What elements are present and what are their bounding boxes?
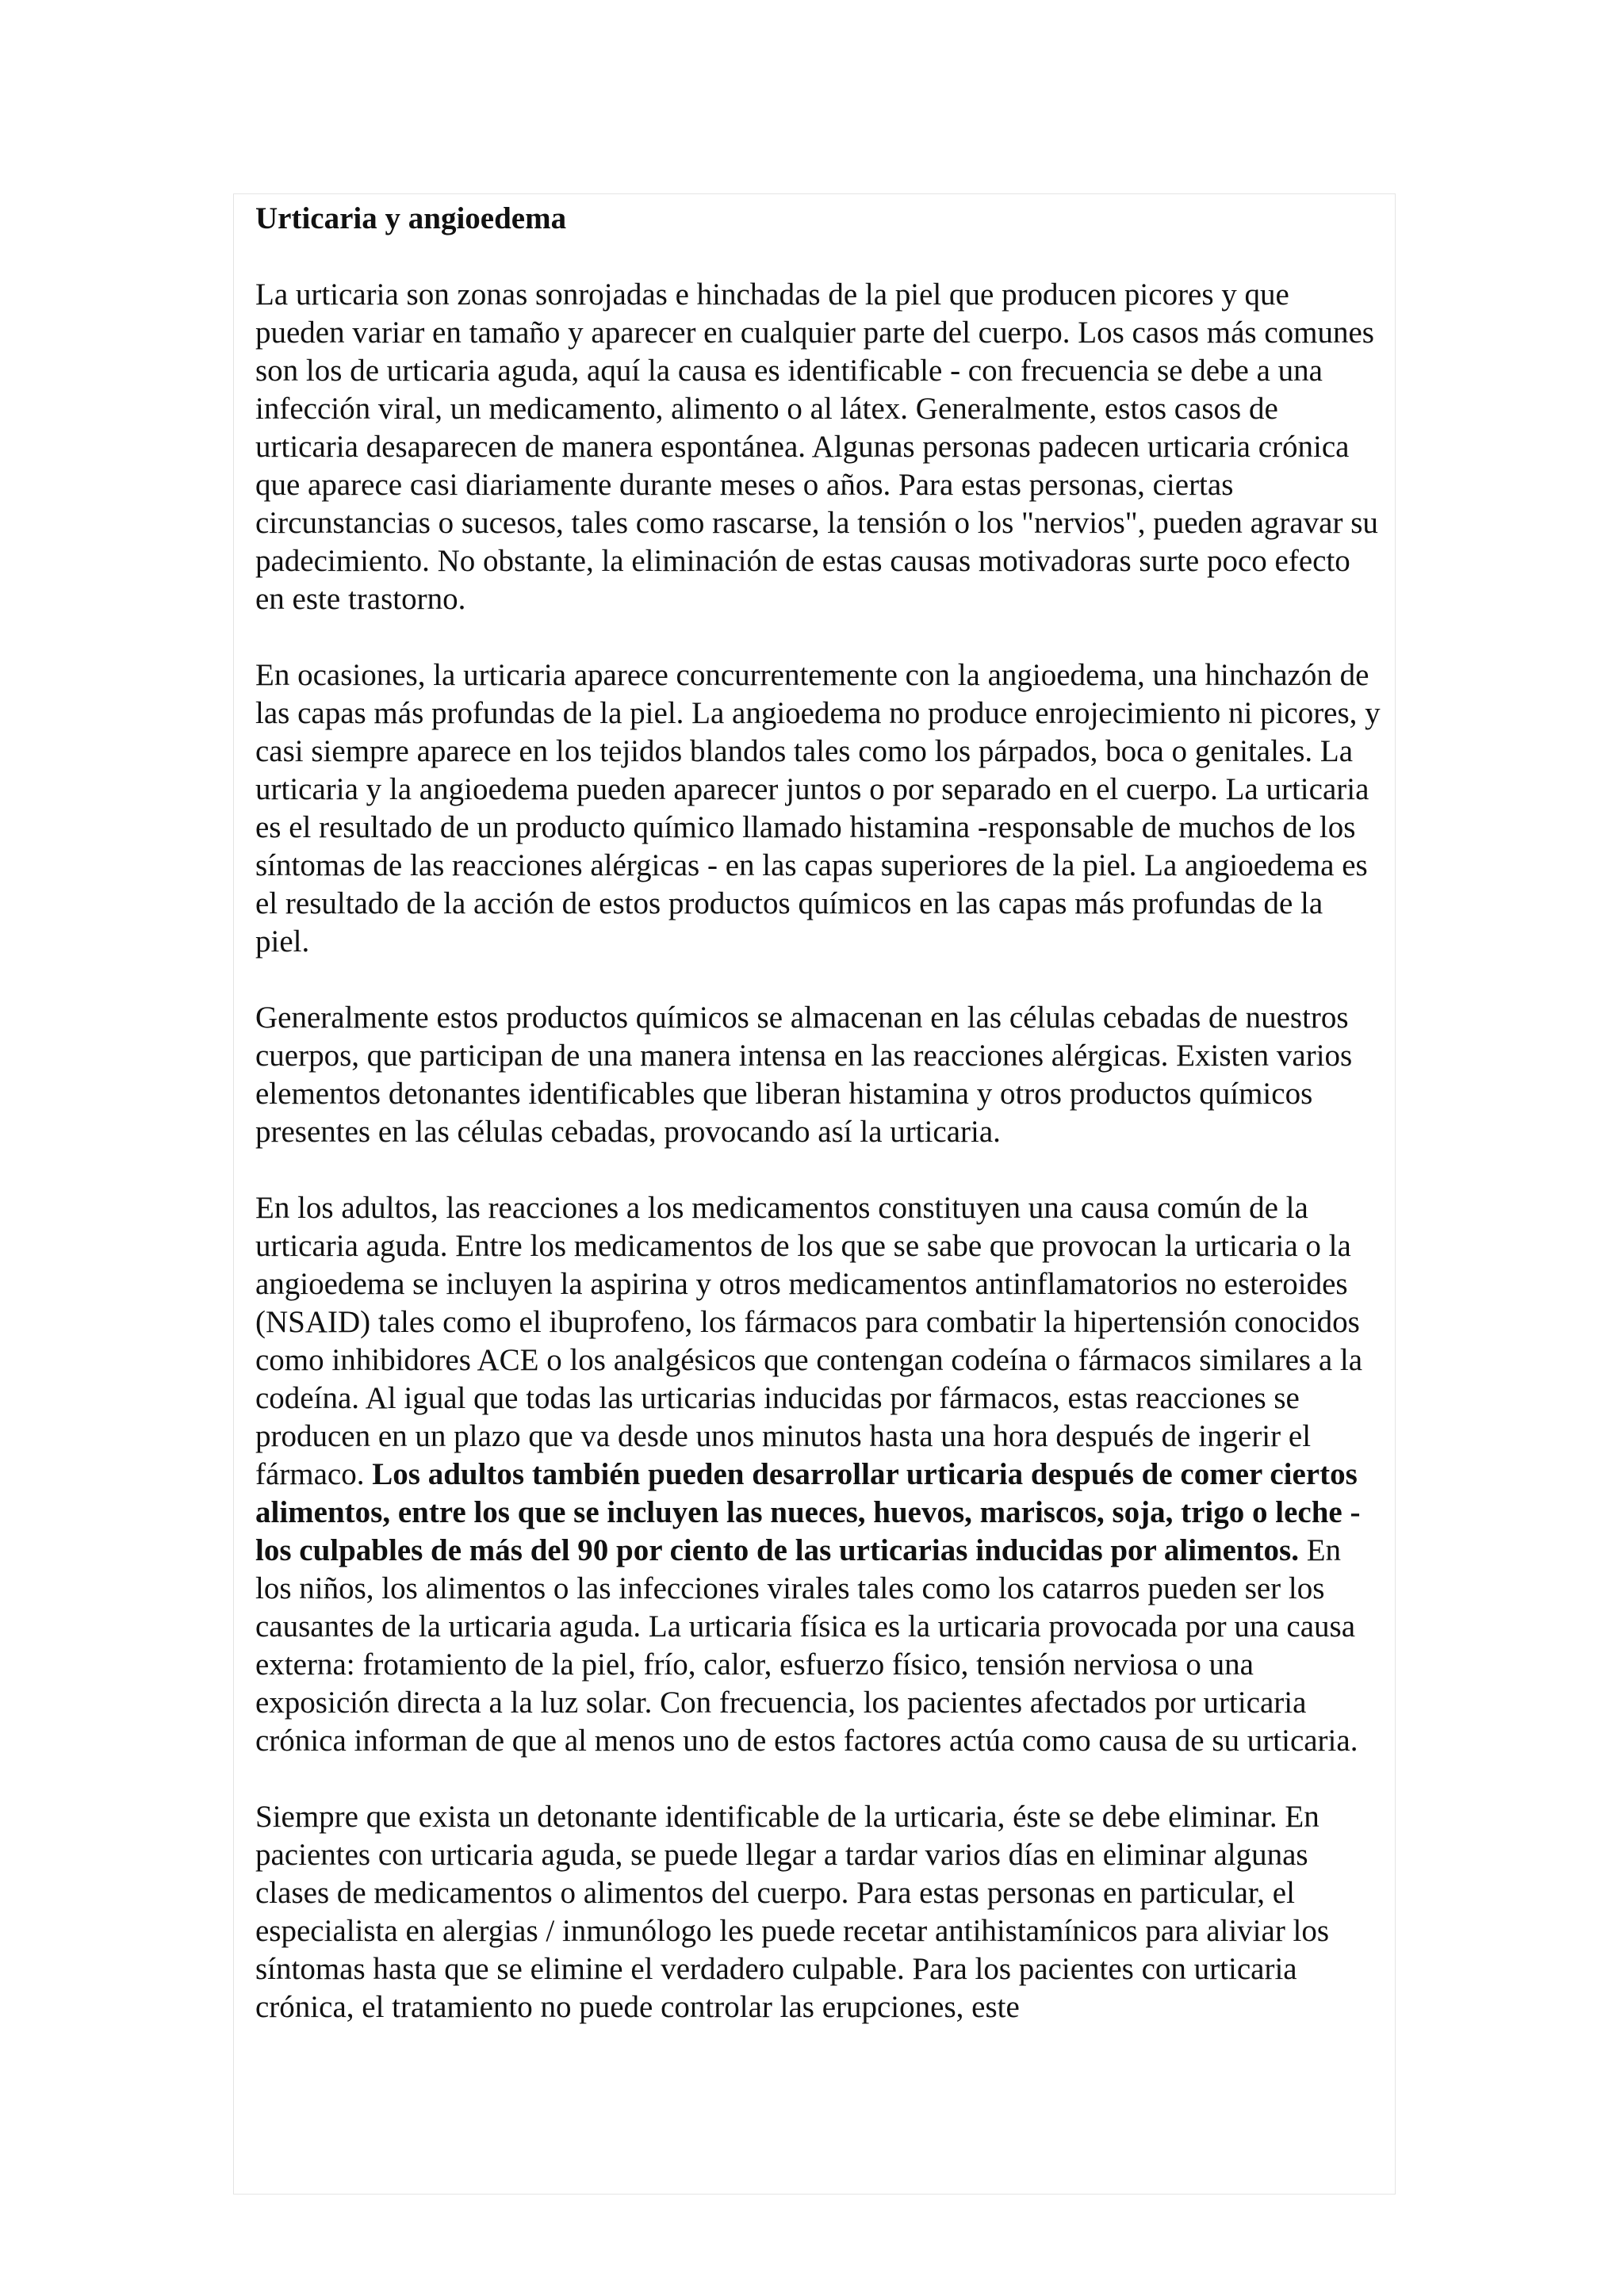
document-body (255, 200, 1381, 2026)
paragraph-1: La urticaria son zonas sonrojadas e hinchadas de la piel que producen picores y que pueden variar en tamaño y aparecer en cualquier parte del cuerpo. Los casos más comunes son los de urticaria aguda, aquí la causa es identificable - con frecuencia se debe a una infección viral, un medicamento, alimento o al látex. Generalmente, estos casos de urticaria desaparecen de manera espontánea. Algunas personas padecen urticaria crónica que aparece casi diariamente durante meses o años. Para estas personas, ciertas circunstancias o sucesos, tales como rascarse, la tensión o los "nervios", pueden agravar su padecimiento. No obstante, la eliminación de estas causas motivadoras surte poco efecto en este trastorno. (255, 277, 1378, 616)
paragraph-4-text-after: En los niños, los alimentos o las infecciones virales tales como los catarros pueden ser los causantes de la urticaria aguda. La urticaria física es la urticaria provocada por una causa externa: frotamiento de la piel, frío, calor, esfuerzo físico, tensión nerviosa o una exposición directa a la luz solar. Con frecuencia, los pacientes afectados por urticaria crónica informan de que al menos uno de estos factores actúa como causa de su urticaria. (255, 1533, 1358, 1758)
paragraph-4 (255, 1189, 1381, 1760)
paragraph-3: Generalmente estos productos químicos se almacenan en las células cebadas de nuestros cuerpos, que participan de una manera intensa en las reacciones alérgicas. Existen varios elementos detonantes identificables que liberan histamina y otros productos químicos presentes en las células cebadas, provocando así la urticaria. (255, 1001, 1353, 1149)
paragraph-4-text-before: En los adultos, las reacciones a los medicamentos constituyen una causa común de la urticaria aguda. Entre los medicamentos de los que se sabe que provocan la urticaria o la angioedema se incluyen la aspirina y otros medicamentos antinflamatorios no esteroides (NSAID) tales como el ibuprofeno, los fármacos para combatir la hipertensión conocidos como inhibidores ACE o los analgésicos que contengan codeína o fármacos similares a la codeína. Al igual que todas las urticarias inducidas por fármacos, estas reacciones se producen en un plazo que va desde unos minutos hasta una hora después de ingerir el fármaco. (255, 1191, 1363, 1491)
paragraph-4-bold-text: Los adultos también pueden desarrollar urticaria después de comer ciertos alimentos, entre los que se incluyen las nueces, huevos, mariscos, soja, trigo o leche - los culpables de más del 90 por ciento de las urticarias inducidas por alimentos. (255, 1457, 1361, 1567)
paragraph-5: Siempre que exista un detonante identificable de la urticaria, éste se debe eliminar. En pacientes con urticaria aguda, se puede llegar a tardar varios días en eliminar algunas clases de medicamentos o alimentos del cuerpo. Para estas personas en particular, el especialista en alergias / inmunólogo les puede recetar antihistamínicos para aliviar los síntomas hasta que se elimine el verdadero culpable. Para los pacientes con urticaria crónica, el tratamiento no puede controlar las erupciones, este (255, 1800, 1330, 2024)
paragraph-2: En ocasiones, la urticaria aparece concurrentemente con la angioedema, una hinchazón de las capas más profundas de la piel. La angioedema no produce enrojecimiento ni picores, y casi siempre aparece en los tejidos blandos tales como los párpados, boca o genitales. La urticaria y la angioedema pueden aparecer juntos o por separado en el cuerpo. La urticaria es el resultado de un producto químico llamado histamina -responsable de muchos de los síntomas de las reacciones alérgicas - en las capas superiores de la piel. La angioedema es el resultado de la acción de estos productos químicos en las capas más profundas de la piel. (255, 658, 1381, 959)
document-title: Urticaria y angioedema (255, 201, 567, 235)
